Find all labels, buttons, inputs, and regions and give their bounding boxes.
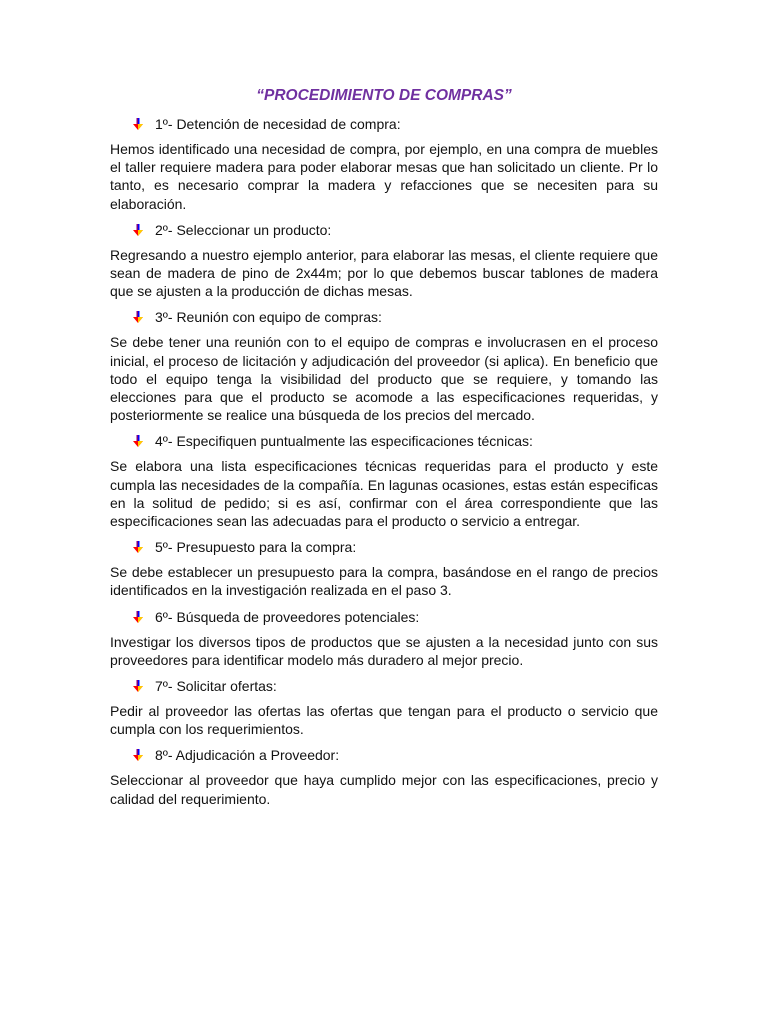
section-paragraph: Se elabora una lista especificaciones técnicas requeridas para el producto y este cumpla las necesidades de la compañía. En lagunas ocasiones, estas están especificas en la solitud de pedido; si es así, confirmar con el área correspondiente que las especificaciones sean las adecuadas para el producto o servicio a entregar. bbox=[110, 458, 658, 530]
section-paragraph: Pedir al proveedor las ofertas las ofertas que tengan para el producto o servicio que cumpla con los requerimientos. bbox=[110, 703, 658, 738]
down-arrow-bullet-icon bbox=[132, 224, 144, 236]
section-heading-text: 2º- Seleccionar un producto: bbox=[155, 221, 332, 238]
section-heading bbox=[132, 221, 658, 239]
section-heading bbox=[132, 432, 658, 450]
section-paragraph: Se debe establecer un presupuesto para la compra, basándose en el rango de precios identificados en la investigación realizada en el paso 3. bbox=[110, 564, 658, 599]
section-paragraph: Regresando a nuestro ejemplo anterior, para elaborar las mesas, el cliente requiere que sean de madera de pino de 2x44m; por lo que debemos buscar tablones de madera que se ajusten a la producción de dichas mesas. bbox=[110, 246, 658, 300]
document-page bbox=[110, 86, 658, 816]
down-arrow-bullet-icon bbox=[132, 311, 144, 323]
section-heading bbox=[132, 608, 658, 626]
section-heading-text: 8º- Adjudicación a Proveedor: bbox=[155, 747, 340, 764]
section-heading bbox=[132, 115, 658, 133]
section-heading-text: 3º- Reunión con equipo de compras: bbox=[155, 309, 382, 326]
section-paragraph: Investigar los diversos tipos de productos que se ajusten a la necesidad junto con sus proveedores para identificar modelo más duradero al mejor precio. bbox=[110, 633, 658, 668]
down-arrow-bullet-icon bbox=[132, 611, 144, 623]
sections-container bbox=[110, 115, 658, 808]
section-paragraph: Seleccionar al proveedor que haya cumplido mejor con las especificaciones, precio y calidad del requerimiento. bbox=[110, 772, 658, 807]
section-paragraph: Se debe tener una reunión con to el equipo de compras e involucrasen en el proceso inicial, el proceso de licitación y adjudicación del proveedor (si aplica). En beneficio que todo el equipo tenga la visibilidad del producto que se requiere, y tomando las elecciones para que el producto se acomode a las especificaciones requeridas, y posteriormente se realice una búsqueda de los precios del mercado. bbox=[110, 334, 658, 424]
section-heading-text: 4º- Especifiquen puntualmente las especificaciones técnicas: bbox=[155, 433, 533, 450]
down-arrow-bullet-icon bbox=[132, 541, 144, 553]
section-heading-text: 6º- Búsqueda de proveedores potenciales: bbox=[155, 608, 420, 625]
down-arrow-bullet-icon bbox=[132, 118, 144, 130]
section-heading-text: 7º- Solicitar ofertas: bbox=[155, 678, 277, 695]
section-heading-text: 5º- Presupuesto para la compra: bbox=[155, 539, 357, 556]
section-heading bbox=[132, 746, 658, 764]
section-heading-text: 1º- Detención de necesidad de compra: bbox=[155, 116, 401, 132]
section-paragraph: Hemos identificado una necesidad de compra, por ejemplo, en una compra de muebles el taller requiere madera para poder elaborar mesas que han solicitado un cliente. Pr lo tanto, es necesario comprar la madera y refacciones que se necesiten para su elaboración. bbox=[110, 141, 658, 212]
down-arrow-bullet-icon bbox=[132, 435, 144, 447]
section-heading bbox=[132, 308, 658, 326]
document-title: “PROCEDIMIENTO DE COMPRAS” bbox=[256, 87, 512, 104]
down-arrow-bullet-icon bbox=[132, 749, 144, 761]
down-arrow-bullet-icon bbox=[132, 680, 144, 692]
section-heading bbox=[132, 538, 658, 556]
section-heading bbox=[132, 677, 658, 695]
